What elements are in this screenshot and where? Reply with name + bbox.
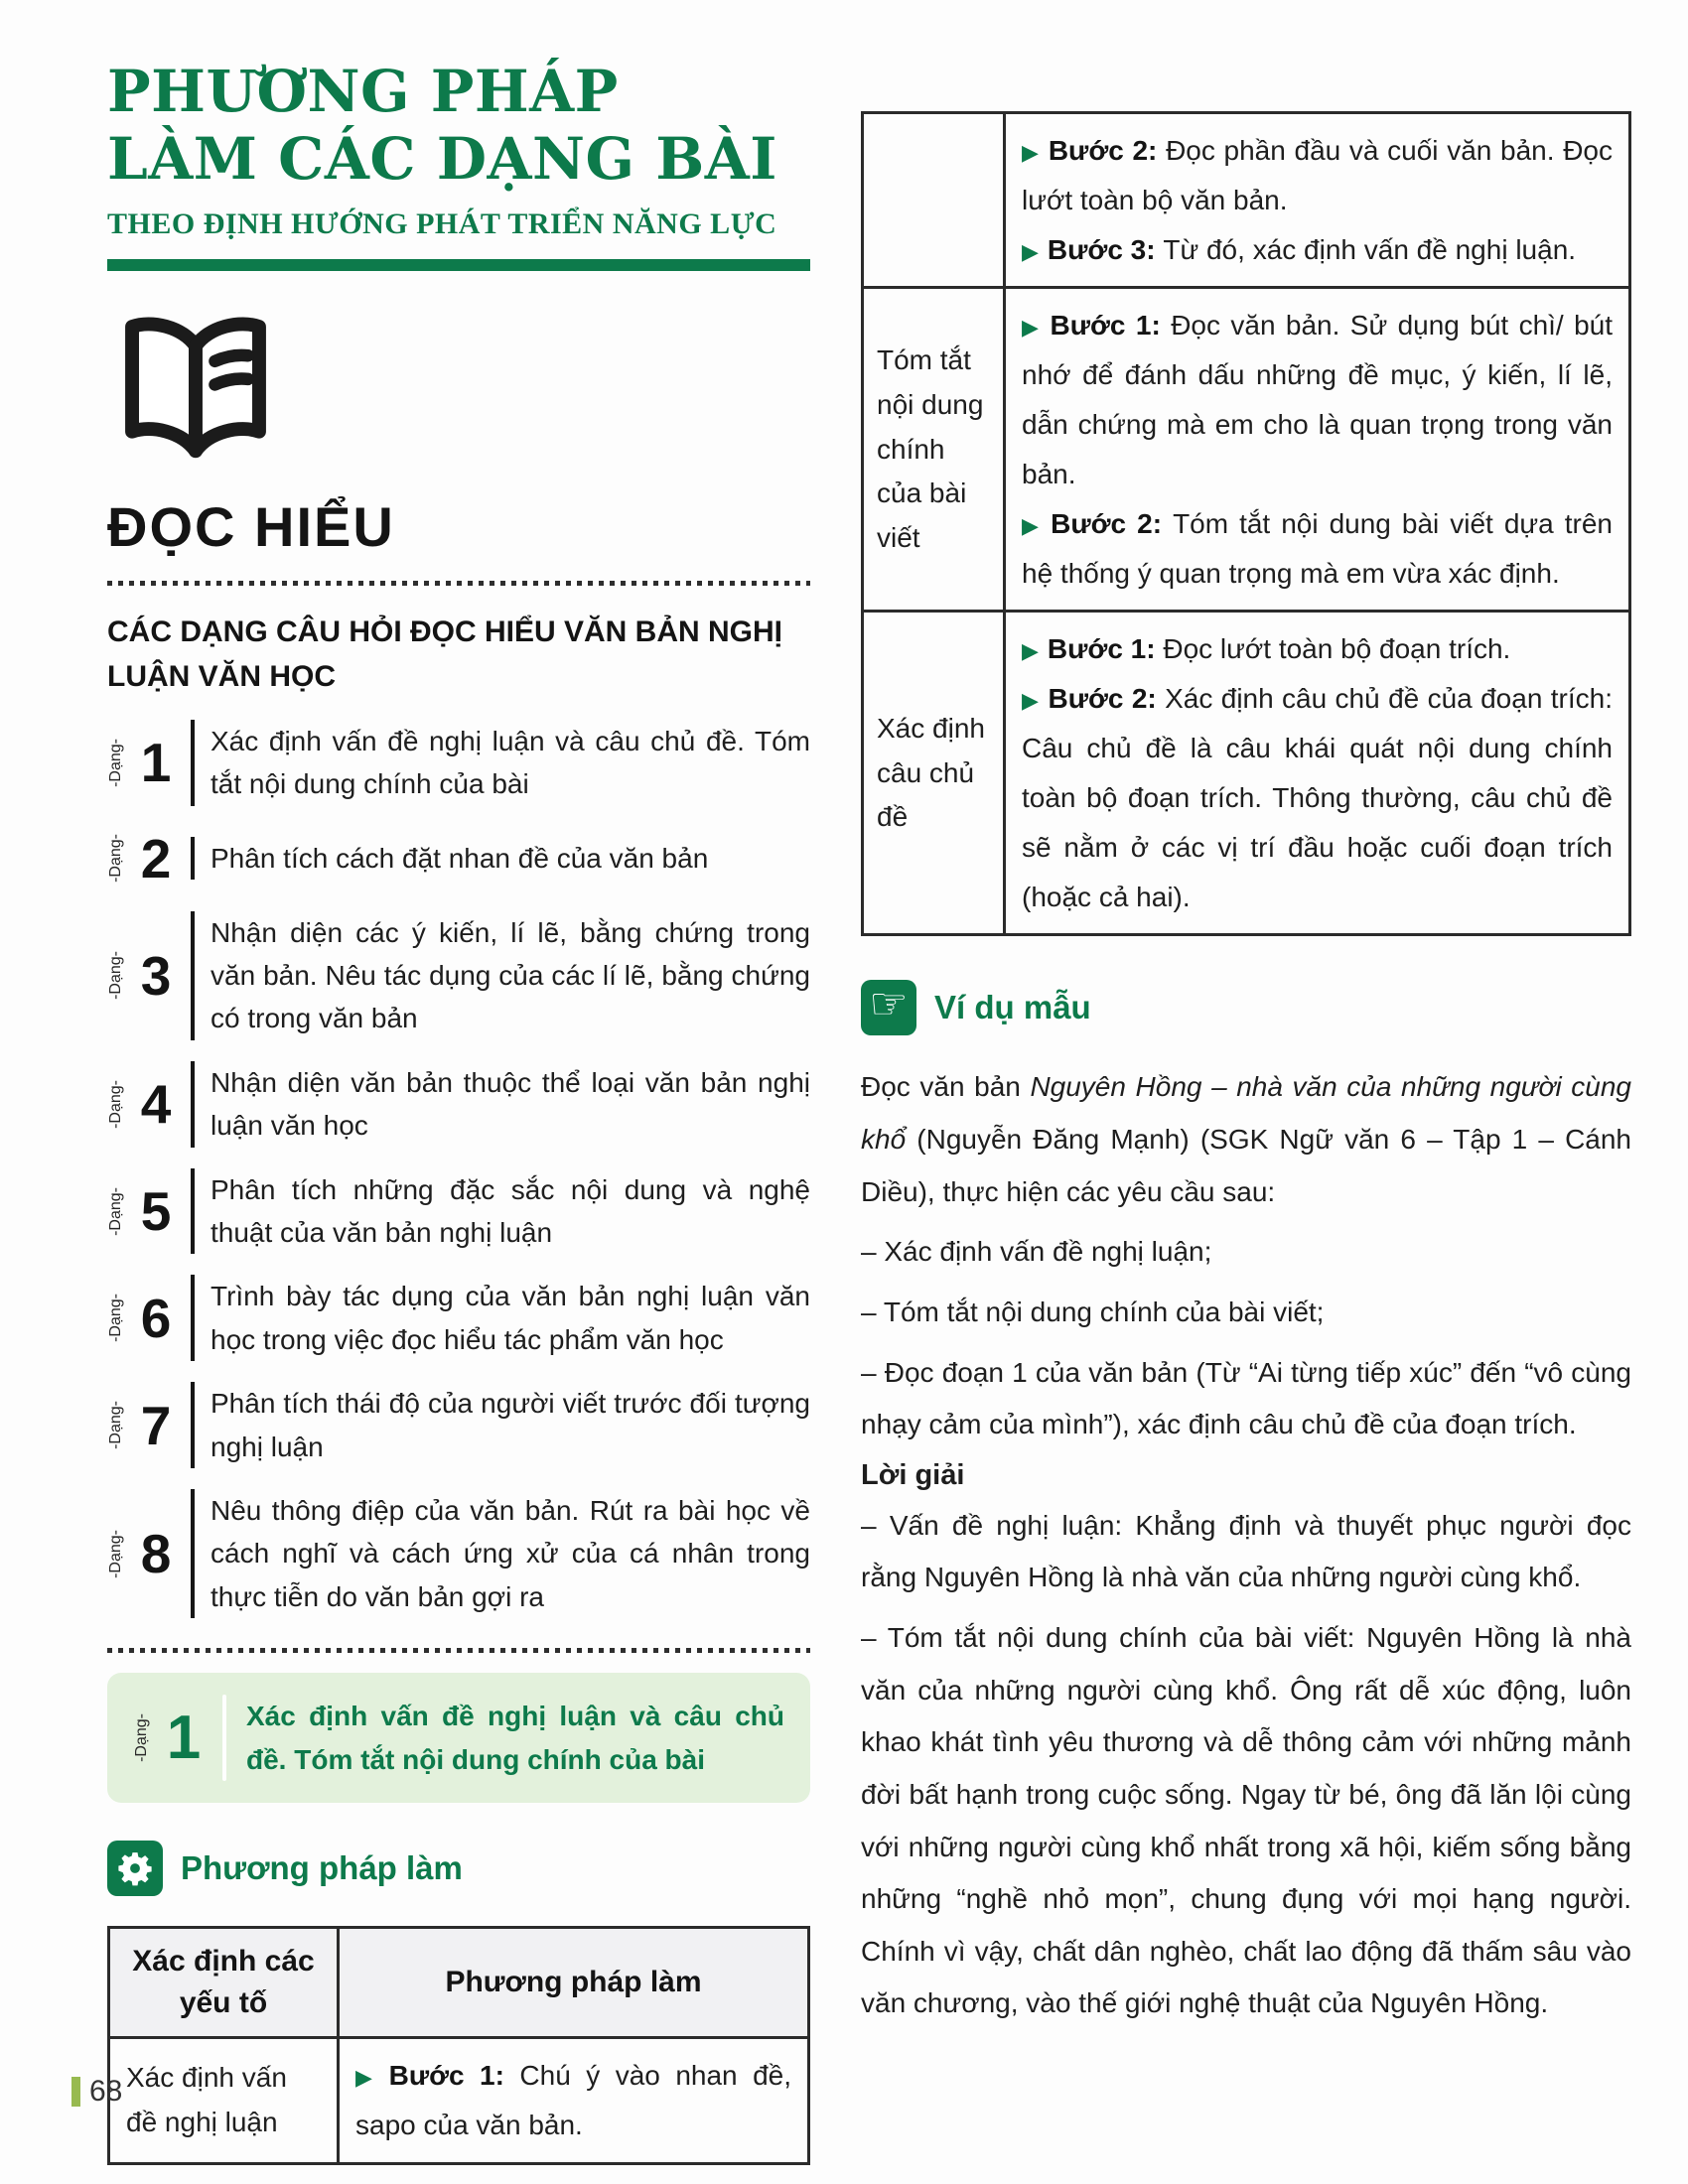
method-step: ▶ Bước 2: Tóm tắt nội dung bài viết dựa trên hệ thống ý quan trọng mà em vừa xác định.	[1022, 507, 1613, 589]
featured-divider	[222, 1695, 226, 1781]
method-step: ▶ Bước 2: Đọc phần đầu và cuối văn bản. Đọc lướt toàn bộ văn bản.	[1022, 135, 1613, 215]
step-triangle-icon: ▶	[1022, 689, 1040, 715]
dang-number: 6	[140, 1287, 172, 1349]
dang-text: Phân tích những đặc sắc nội dung và nghệ thuật của văn bản nghị luận	[191, 1168, 810, 1255]
example-intro-italic: Nguyên Hồng – nhà văn của những người cùng khổ	[861, 1071, 1631, 1156]
method-heading-label: Phương pháp làm	[181, 1848, 463, 1886]
dang-number: 4	[140, 1073, 172, 1136]
method-table-col1-header: Xác định các yếu tố	[109, 1927, 339, 2037]
method-table	[107, 1926, 810, 2165]
method-step: ▶ Bước 3: Từ đó, xác định vấn đề nghị luận.	[1022, 233, 1577, 265]
step-label: Bước 1:	[388, 2059, 520, 2091]
method-table-continued-body	[863, 113, 1630, 935]
dotted-rule	[107, 1648, 810, 1653]
question-types-heading: CÁC DẠNG CÂU HỎI ĐỌC HIỂU VĂN BẢN NGHỊ LUẬN VĂN HỌC	[107, 614, 783, 693]
open-book-icon	[107, 297, 810, 488]
dang-rotated-label: -Dạng-	[107, 1529, 124, 1578]
table-key-cell: Xác định vấn đề nghị luận	[109, 2037, 339, 2163]
dang-rotated-label: -Dạng-	[133, 1713, 150, 1762]
right-column	[861, 111, 1631, 2030]
example-heading	[861, 980, 1631, 1035]
step-triangle-icon: ▶	[1022, 239, 1039, 265]
table-row	[863, 288, 1630, 612]
dang-rotated-label: -Dạng-	[107, 834, 124, 884]
dang-number: 5	[140, 1180, 172, 1242]
dang-number: 2	[140, 827, 172, 889]
dang-item	[107, 1382, 810, 1468]
page-title	[107, 58, 810, 194]
dang-rotated-label: -Dạng-	[107, 1294, 124, 1343]
left-column	[107, 58, 810, 2165]
page-number-bar	[71, 2077, 80, 2107]
example-requirement: – Xác định vấn đề nghị luận;	[861, 1236, 1212, 1268]
table-steps-cell	[1005, 612, 1630, 935]
method-step: ▶ Bước 1: Chú ý vào nhan đề, sapo của văn bản.	[355, 2059, 792, 2140]
dang-item	[107, 1275, 810, 1361]
dang-rotated-label: -Dạng-	[107, 738, 124, 787]
example-intro-pre: Đọc văn bản	[861, 1071, 1031, 1103]
dang-item	[107, 1489, 810, 1618]
gear-icon	[107, 1841, 163, 1896]
dang-item	[107, 1168, 810, 1255]
page-number	[71, 2075, 122, 2109]
solution-paragraphs	[861, 1500, 1631, 2030]
step-label: Bước 1:	[1047, 633, 1164, 665]
dang-text: Phân tích thái độ của người viết trước đối tượng nghị luận	[191, 1382, 810, 1468]
dang-item	[107, 1061, 810, 1148]
table-key-cell: Xác định câu chủ đề	[863, 612, 1005, 935]
table-key-cell: Tóm tắt nội dung chính của bài viết	[863, 288, 1005, 612]
dang-text: Nêu thông điệp của văn bản. Rút ra bài học về cách nghĩ và cách ứng xử của cá nhân trong thực tiễn do văn bản gợi ra	[191, 1489, 810, 1618]
example-heading-label: Ví dụ mẫu	[934, 989, 1091, 1026]
method-step: ▶ Bước 1: Đọc lướt toàn bộ đoạn trích.	[1022, 633, 1511, 665]
page-number-text: 68	[89, 2075, 123, 2108]
dang-text: Nhận diện văn bản thuộc thể loại văn bản nghị luận văn học	[191, 1061, 810, 1148]
page-subtitle: THEO ĐỊNH HƯỚNG PHÁT TRIỂN NĂNG LỰC	[107, 206, 777, 240]
dang-text: Nhận diện các ý kiến, lí lẽ, bằng chứng trong văn bản. Nêu tác dụng của các lí lẽ, bằng chứng có trong văn bản	[191, 911, 810, 1040]
dang-list	[107, 720, 810, 1618]
method-table-continued	[861, 111, 1631, 936]
featured-dang-box	[107, 1673, 810, 1803]
dang-rotated-label: -Dạng-	[107, 1186, 124, 1236]
method-table-col2-header: Phương pháp làm	[339, 1927, 809, 2037]
green-divider-bar	[107, 259, 810, 271]
step-triangle-icon: ▶	[1022, 639, 1039, 665]
step-triangle-icon: ▶	[1022, 141, 1040, 166]
step-triangle-icon: ▶	[1022, 316, 1042, 341]
method-step: ▶ Bước 2: Xác định câu chủ đề của đoạn trích: Câu chủ đề là câu khái quát nội dung chính toàn bộ đoạn trích. Thông thường, câu chủ đề sẽ nằm ở các vị trí đầu hoặc cuối đoạn trích (hoặc cả hai).	[1022, 683, 1613, 912]
table-key-cell	[863, 113, 1005, 288]
pointing-hand-icon	[861, 980, 916, 1035]
dang-item	[107, 827, 810, 890]
table-steps-cell	[1005, 113, 1630, 288]
method-table-header	[109, 1927, 809, 2037]
table-steps-cell	[1005, 288, 1630, 612]
method-table-body	[109, 2037, 809, 2163]
solution-paragraph: – Tóm tắt nội dung chính của bài viết: Nguyên Hồng là nhà văn của những người cùng khổ. Ông rất dễ xúc động, luôn khao khát tình yêu thương và dễ thông cảm với những mảnh đời bất hạnh trong cuộc sống. Ngay từ bé, ông đã lăn lội cùng với những người cùng khổ nhất trong xã hội, kiếm sống bằng những “nghề nhỏ mọn”, chung đụng với mọi hạng người. Chính vì vậy, chất dân nghèo, chất lao động đã thấm sâu vào văn chương, vào thế giới nghệ thuật của Nguyên Hồng.	[861, 1622, 1631, 2019]
dang-rotated-label: -Dạng-	[107, 1401, 124, 1450]
example-requirement: – Tóm tắt nội dung chính của bài viết;	[861, 1296, 1325, 1327]
dang-number: 7	[140, 1394, 172, 1456]
pointing-hand-glyph: ☞	[869, 979, 909, 1030]
step-label: Bước 2:	[1048, 135, 1167, 166]
dang-number: 3	[140, 944, 172, 1007]
featured-dang-number: 1	[166, 1704, 202, 1773]
table-row	[863, 113, 1630, 288]
page-title-line1: PHƯƠNG PHÁP	[107, 58, 619, 125]
dang-item	[107, 911, 810, 1040]
method-heading	[107, 1841, 810, 1896]
example-requirements	[861, 1226, 1631, 1451]
dang-text: Xác định vấn đề nghị luận và câu chủ đề. Tóm tắt nội dung chính của bài	[191, 720, 810, 806]
method-step: ▶ Bước 1: Đọc văn bản. Sử dụng bút chì/ bút nhớ để đánh dấu những đề mục, ý kiến, lí lẽ, dẫn chứng mà em cho là quan trọng trong văn bản.	[1022, 310, 1614, 489]
step-triangle-icon: ▶	[355, 2065, 380, 2091]
example-intro-paragraph	[861, 1061, 1631, 1218]
table-row	[109, 2037, 809, 2163]
dang-number: 8	[140, 1523, 172, 1585]
dang-text: Trình bày tác dụng của văn bản nghị luận văn học trong việc đọc hiểu tác phẩm văn học	[191, 1275, 810, 1361]
example-intro-post: (Nguyễn Đăng Mạnh) (SGK Ngữ văn 6 – Tập 1 – Cánh Diều), thực hiện các yêu cầu sau:	[861, 1124, 1631, 1207]
dang-rotated-label: -Dạng-	[107, 1079, 124, 1129]
section-title: ĐỌC HIỂU	[107, 494, 395, 558]
solution-paragraph: – Vấn đề nghị luận: Khẳng định và thuyết phục người đọc rằng Nguyên Hồng là nhà văn của những người cùng khổ.	[861, 1509, 1631, 1593]
dang-item	[107, 720, 810, 806]
dang-rotated-label: -Dạng-	[107, 951, 124, 1001]
featured-dang-text: Xác định vấn đề nghị luận và câu chủ đề. Tóm tắt nội dung chính của bài	[246, 1701, 784, 1775]
page-title-line2: LÀM CÁC DẠNG BÀI	[107, 125, 777, 194]
table-steps-cell	[339, 2037, 809, 2163]
step-triangle-icon: ▶	[1022, 513, 1043, 539]
step-label: Bước 1:	[1050, 310, 1172, 341]
dang-number: 1	[140, 732, 172, 794]
example-requirement: – Đọc đoạn 1 của văn bản (Từ “Ai từng tiếp xúc” đến “vô cùng nhạy cảm của mình”), xác định câu chủ đề của đoạn trích.	[861, 1356, 1631, 1440]
step-label: Bước 3:	[1047, 233, 1164, 265]
dang-text: Phân tích cách đặt nhan đề của văn bản	[191, 837, 810, 880]
solution-heading: Lời giải	[861, 1458, 965, 1491]
table-row	[863, 612, 1630, 935]
step-label: Bước 2:	[1051, 507, 1174, 539]
dotted-rule	[107, 581, 810, 586]
step-label: Bước 2:	[1048, 683, 1166, 715]
